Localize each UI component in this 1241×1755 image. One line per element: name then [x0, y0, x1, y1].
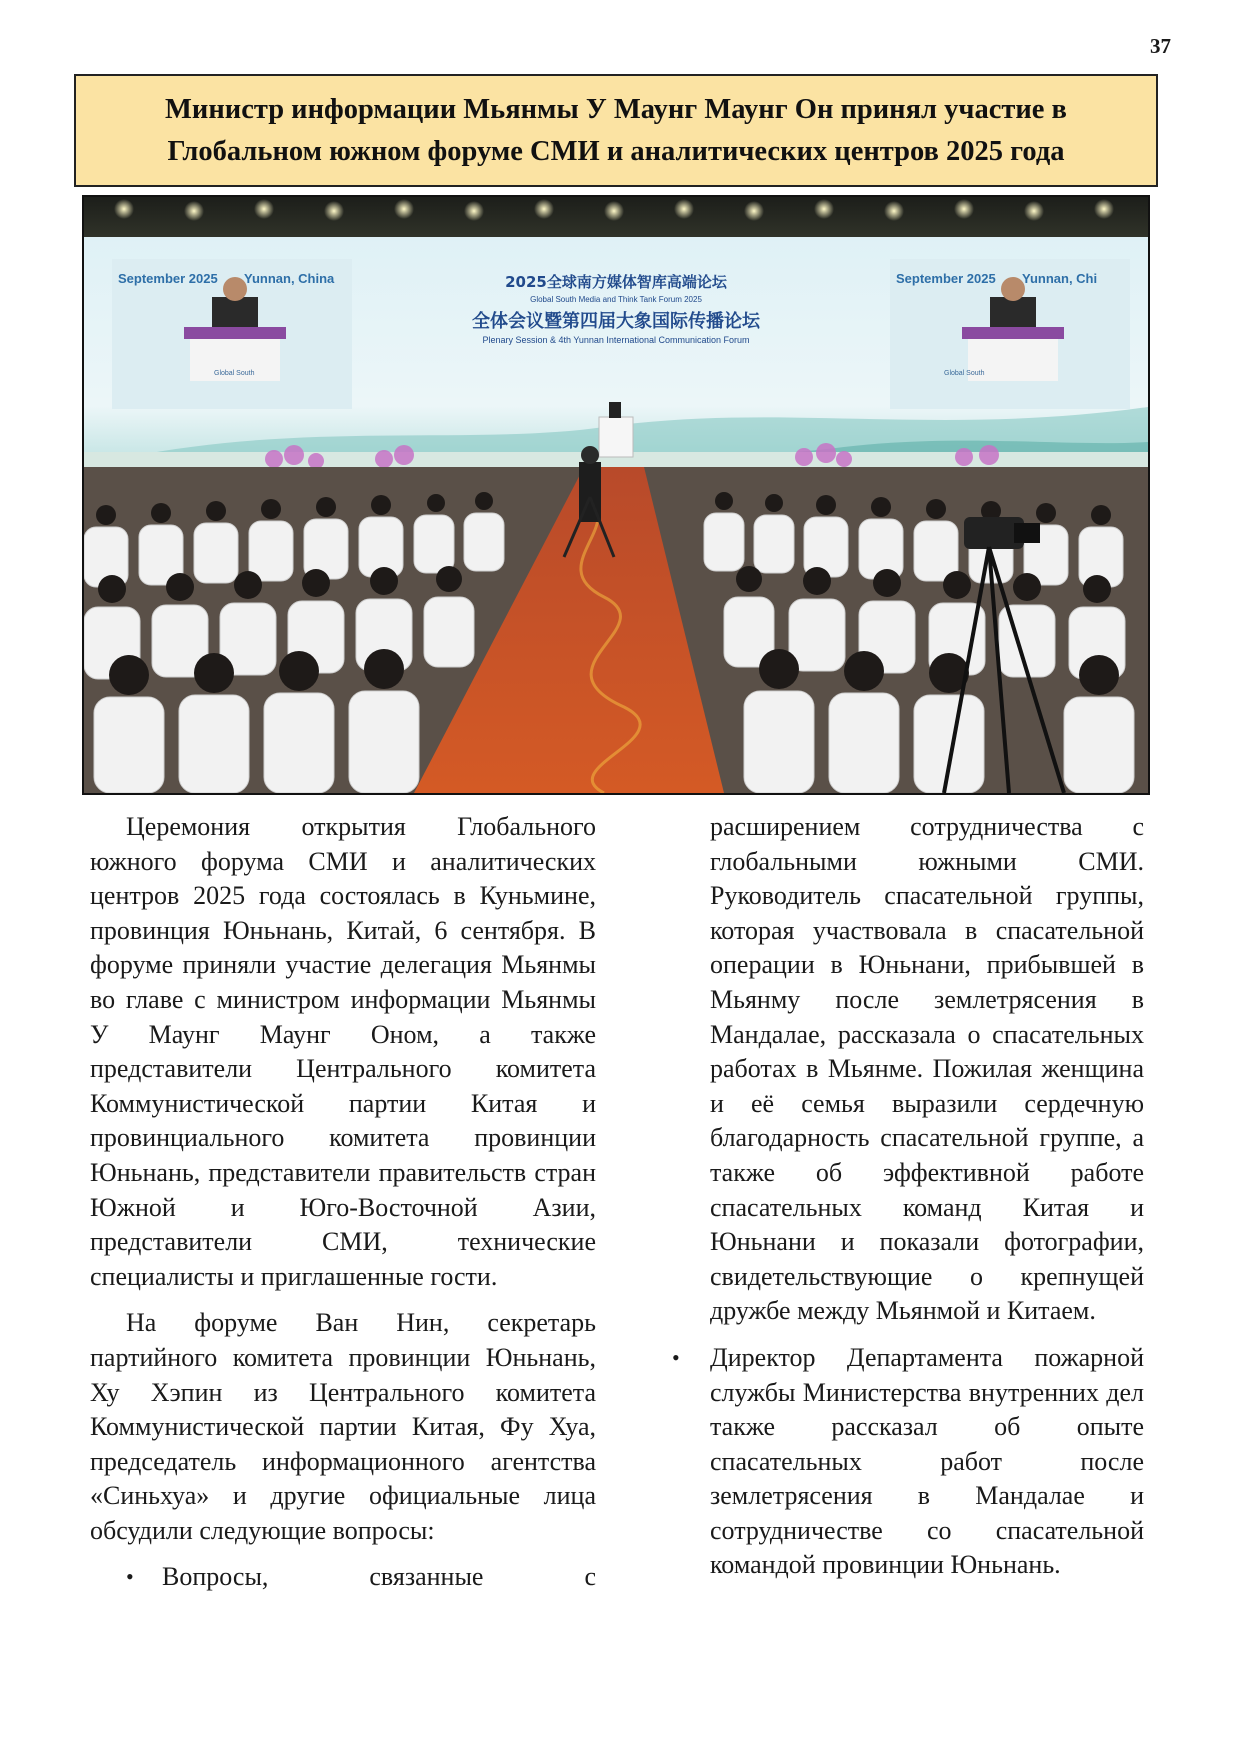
logo-right: Global South [944, 370, 985, 377]
left-paragraph-2: На форуме Ван Нин, секретарь партийного комитета провинции Юньнань, Ху Хэпин из Центрального комитета Коммунистической партии Китая, Фу Хуа, председатель информационного агентства «Синьхуа» и другие официальные лица обсудили следующие вопросы: [90, 1308, 596, 1545]
right-bullet-item [672, 1341, 1144, 1583]
right-column [672, 810, 1144, 1583]
left-column [90, 810, 596, 1595]
banner-cn-title: 2025全球南方媒体智库高端论坛 [505, 273, 727, 291]
page-number: 37 [1150, 34, 1171, 58]
article-title: Министр информации Мьянмы У Маунг Маунг Он принял участие в Глобальном южном форуме СМИ и аналитических центров 2025 года [165, 93, 1067, 167]
left-paragraph-1: Церемония открытия Глобального южного форума СМИ и аналитических центров 2025 года состоялась в Куньмине, провинция Юньнань, Китай, 6 сентября. В форуме приняли участие делегация Мьянмы во главе с министром информации Мьянмы У Маунг Маунг Оном, а также представители Центрального комитета Коммунистической партии Китая и провинциального комитета провинции Юньнань, представители правительств стран Южной и Юго-Восточной Азии, представители СМИ, технические специалисты и приглашенные гости. [90, 812, 596, 1291]
title-box [74, 74, 1158, 187]
forum-photo [82, 195, 1150, 795]
banner-en-title: Global South Media and Think Tank Forum 2025 [530, 295, 702, 304]
right-bullet-text: Директор Департамента пожарной службы Министерства внутренних дел также рассказал об опыте спасательных работ после землетрясения в Мандалае и сотрудничестве со спасательной командой провинции Юньнань. [710, 1342, 1144, 1580]
left-bullet-text: Вопросы, связанные с [162, 1562, 596, 1592]
bullet-marker: • [672, 1344, 680, 1370]
screen-right-date: September 2025 [896, 271, 996, 286]
right-paragraph-1: расширением сотрудничества с глобальными южными СМИ. Руководитель спасательной группы, которая участвовала в спасательной операции в Юньнани, прибывшей в Мьянму после землетрясения в Мандалае, рассказала о спасательных работах в Мьянме. Пожилая женщина и её семья выразили сердечную благодарность спасательной группе, а также об эффективной работе спасательных команд Китая и Юньнани и показали фотографии, свидетельствующие о крепнущей дружбе между Мьянмой и Китаем. [710, 812, 1144, 1326]
banner-cn-session: 全体会议暨第四届大象国际传播论坛 [472, 311, 760, 332]
logo-left: Global South [214, 370, 255, 377]
left-bullet-item [90, 1560, 596, 1595]
banner-en-session: Plenary Session & 4th Yunnan International Communication Forum [482, 335, 750, 345]
screen-right-location: Yunnan, Chi [1022, 271, 1098, 286]
screen-left-date: September 2025 [118, 271, 218, 286]
screen-left-location: Yunnan, China [244, 271, 335, 286]
bullet-marker: • [126, 1564, 134, 1590]
